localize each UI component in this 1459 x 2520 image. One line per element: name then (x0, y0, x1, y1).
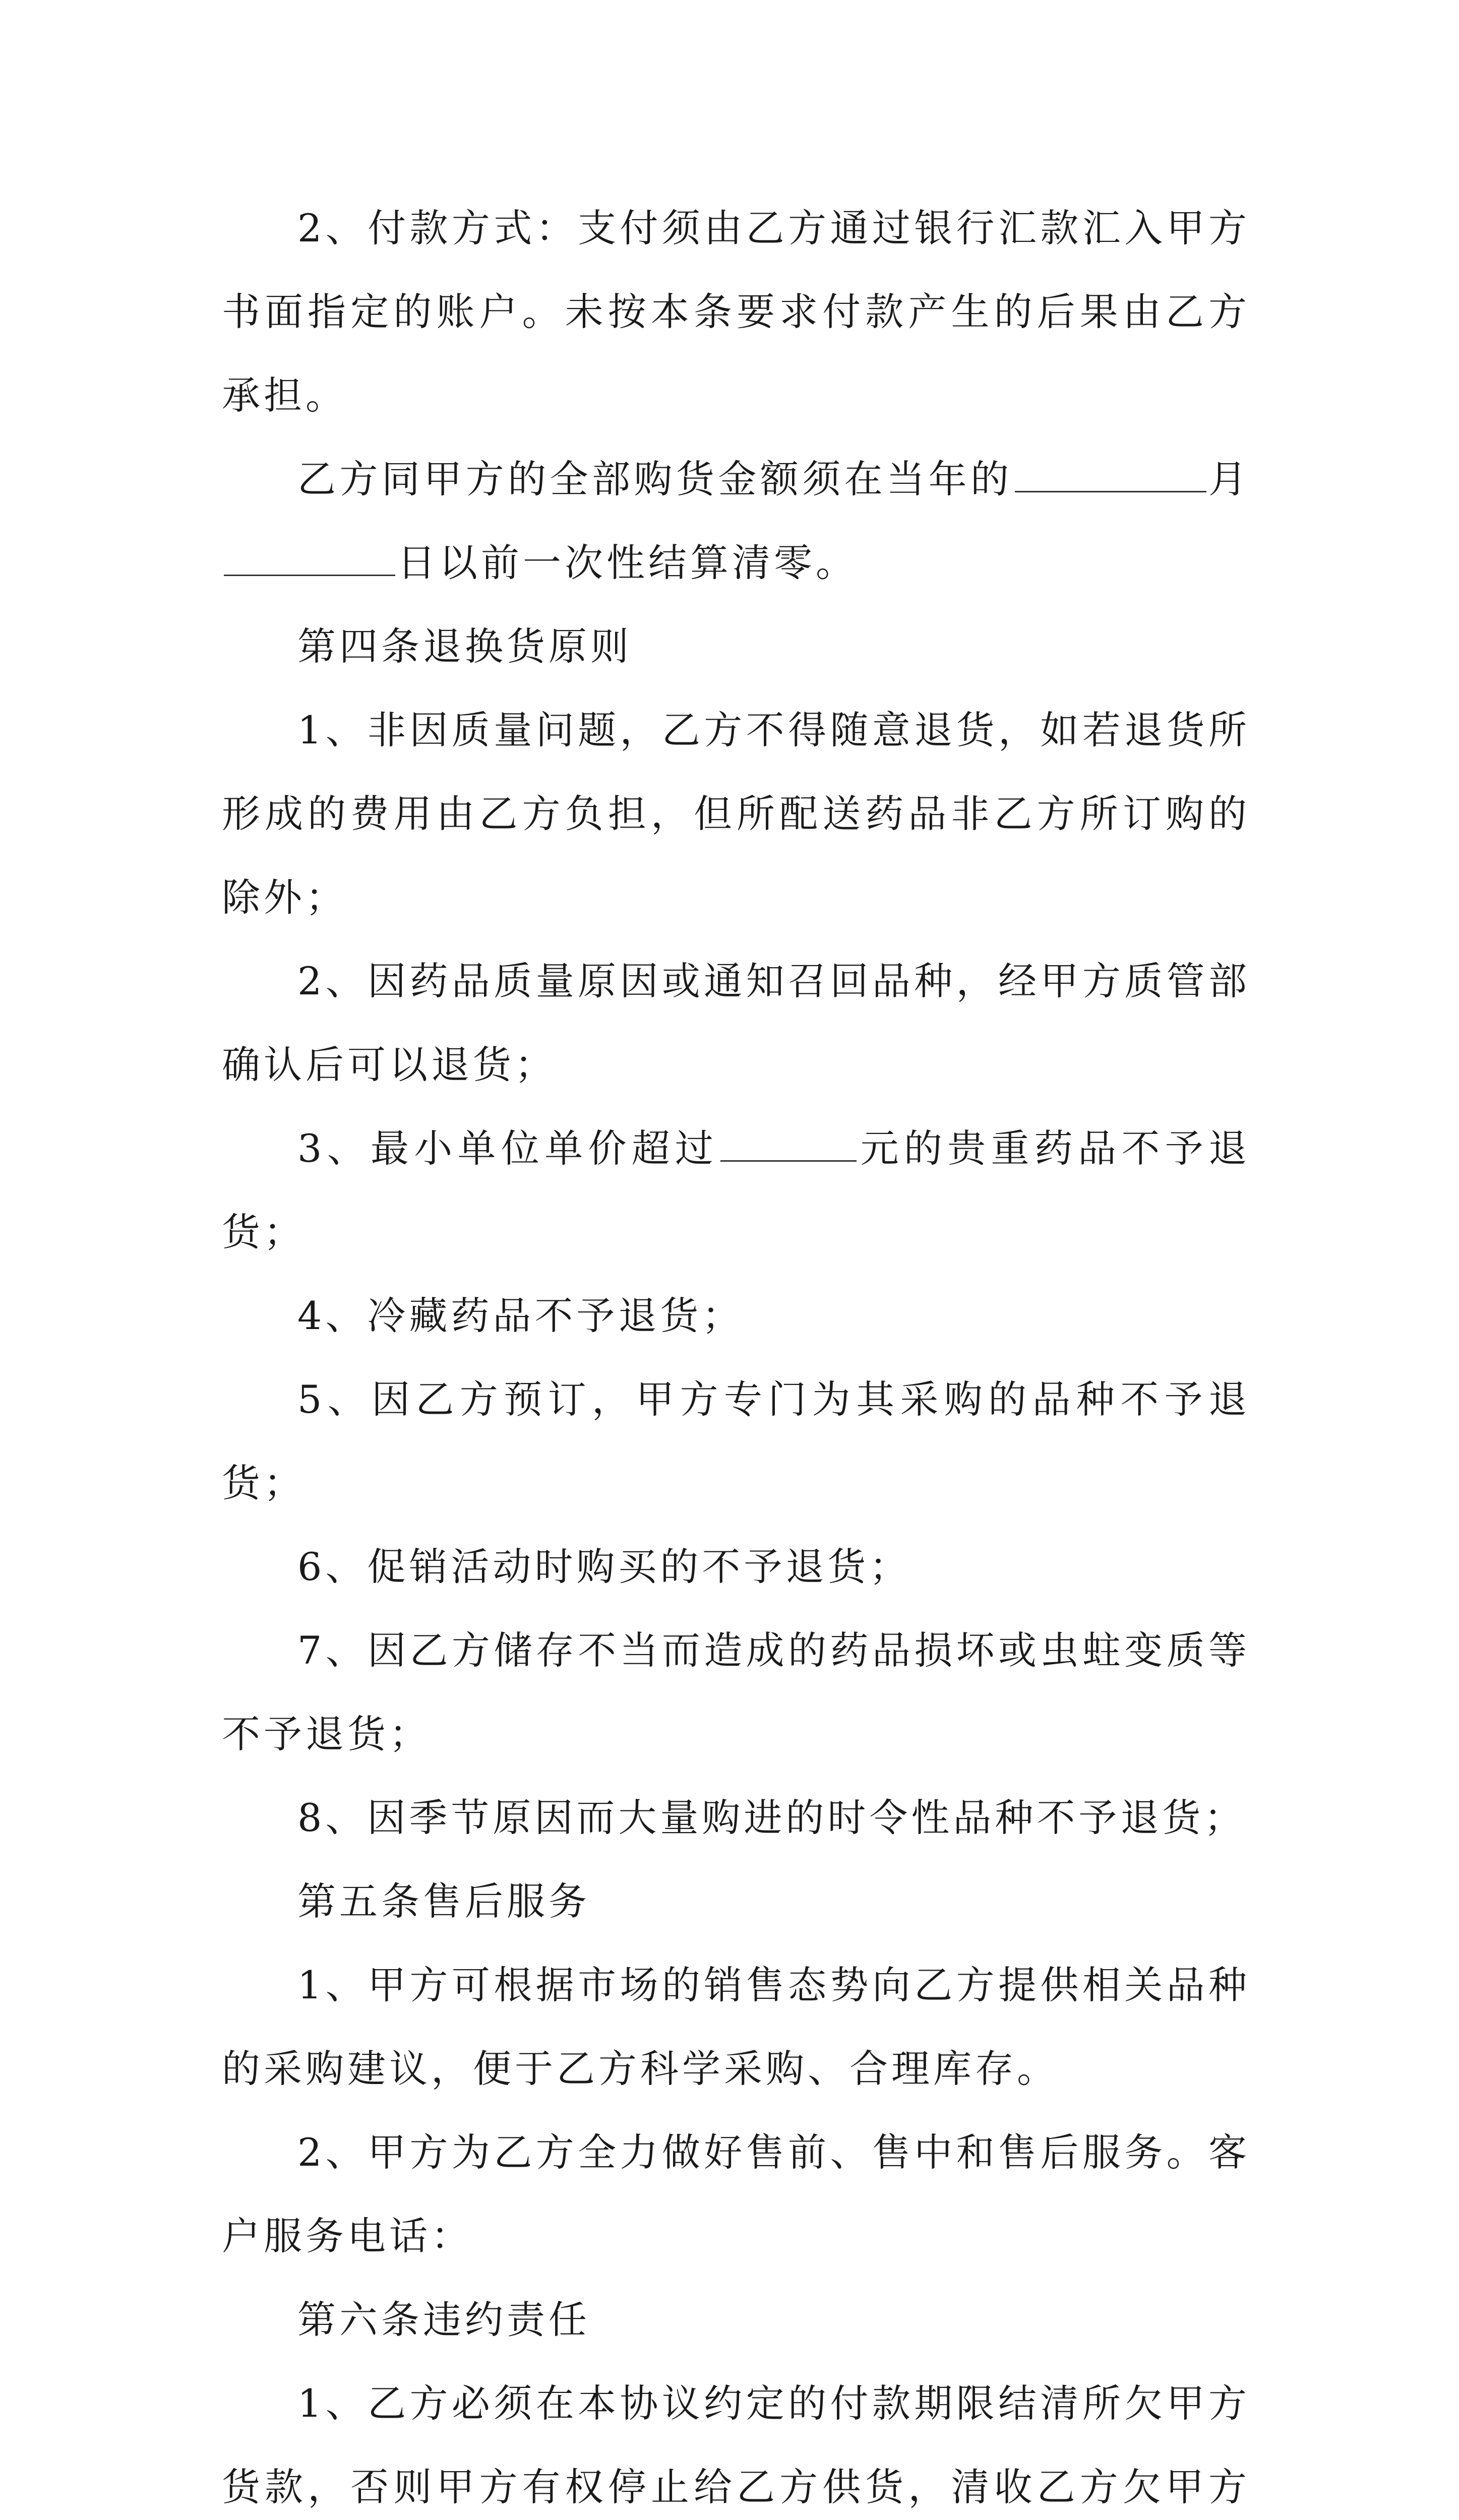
returns-item-5: 5、因乙方预订，甲方专门为其采购的品种不予退货； (222, 1377, 1250, 1505)
returns-item-7: 7、因乙方储存不当而造成的药品损坏或虫蛀变质等不予退货； (222, 1628, 1250, 1756)
section-heading-after-sales: 第五条售后服务 (297, 1879, 590, 1924)
blank-day-field (224, 540, 395, 576)
returns-item-2: 2、因药品质量原因或通知召回品种，经甲方质管部确认后可以退货； (222, 959, 1250, 1087)
blank-month-field (1015, 457, 1206, 492)
returns-item-3-end: 元的贵重药品不予退货； (222, 1126, 1250, 1254)
blank-price-field (720, 1126, 857, 1162)
section-heading-returns: 第四条退换货原则 (297, 624, 632, 669)
returns-item-1: 1、非因质量问题，乙方不得随意退货，如若退货所形成的费用由乙方负担，但所配送药品非乙方所订购的除外； (222, 708, 1250, 920)
returns-item-8: 8、因季节原因而大量购进的时令性品种不予退货； (297, 1795, 1246, 1840)
clause-settlement-date (222, 437, 1250, 605)
after-sales-item-2: 2、甲方为乙方全力做好售前、售中和售后服务。客户服务电话： (222, 2130, 1250, 2258)
clause-payment-method: 2、付款方式：支付须由乙方通过银行汇款汇入甲方书面指定的账户。未按本条要求付款产生的后果由乙方承担。 (222, 206, 1250, 418)
liability-item-1: 1、乙方必须在本协议约定的付款期限结清所欠甲方货款，否则甲方有权停止给乙方供货，清收乙方欠甲方 (222, 2381, 1250, 2509)
returns-item-3-start: 3、最小单位单价超过 (297, 1126, 719, 1171)
settlement-text-start: 乙方同甲方的全部购货金额须在当年的 (297, 457, 1013, 501)
section-heading-liability: 第六条违约责任 (297, 2297, 590, 2342)
returns-item-6: 6、促销活动时购买的不予退货； (297, 1544, 911, 1589)
after-sales-item-1: 1、甲方可根据市场的销售态势向乙方提供相关品种的采购建议，便于乙方科学采购、合理库存。 (222, 1963, 1250, 2091)
document-body (222, 186, 1250, 2520)
returns-item-4: 4、冷藏药品不予退货； (297, 1293, 744, 1338)
settlement-text-end: 日以前一次性结算清零。 (397, 540, 858, 585)
returns-item-3 (222, 1107, 1250, 1274)
settlement-month-label: 月 (1208, 457, 1251, 501)
